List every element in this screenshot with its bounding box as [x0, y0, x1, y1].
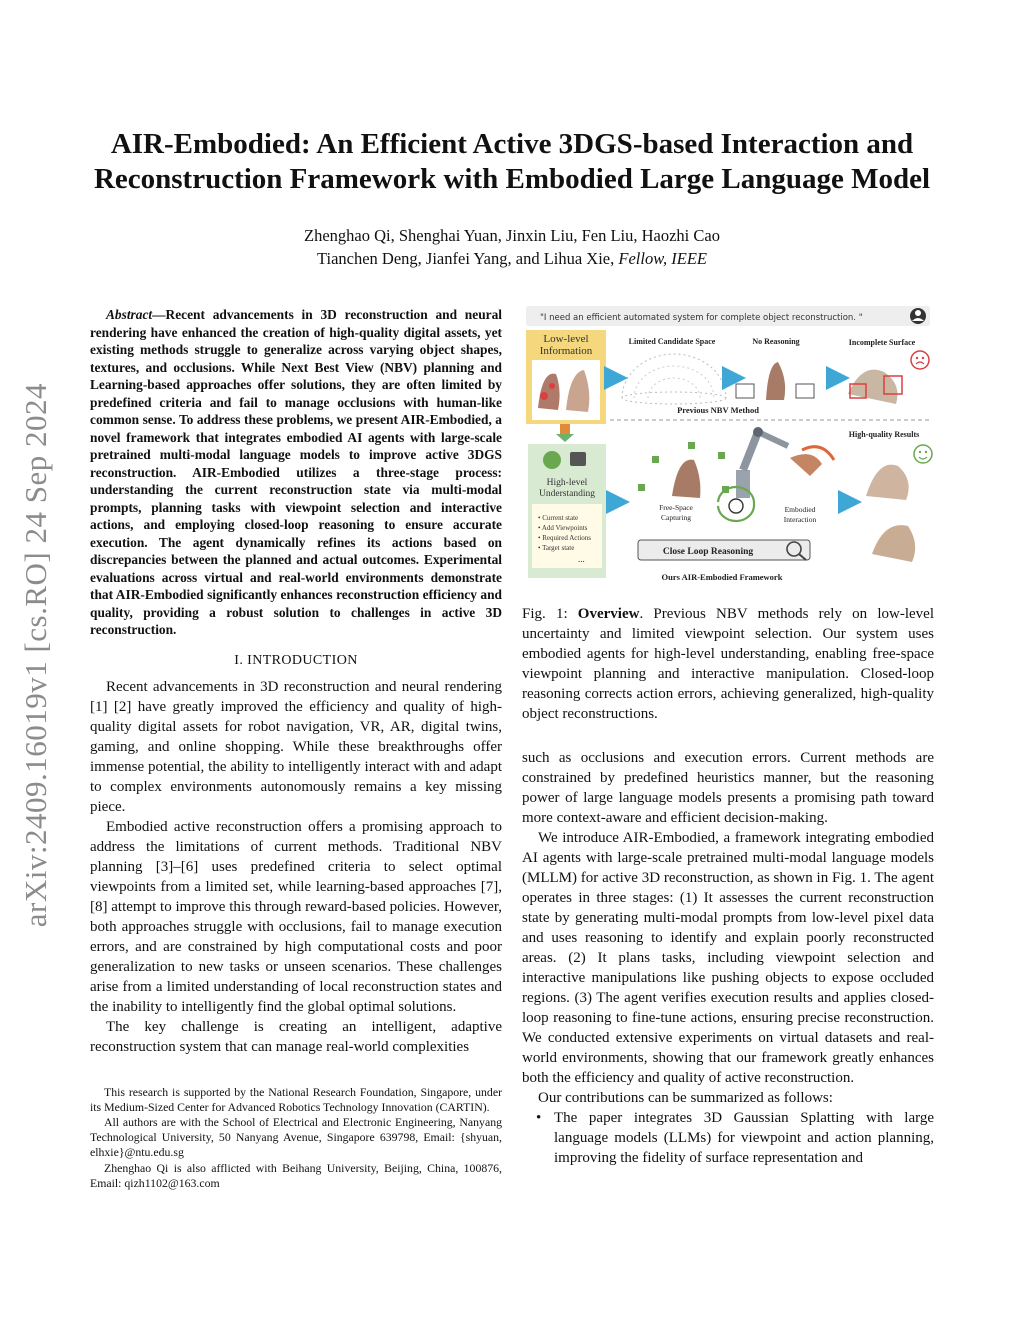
intro-paragraph-2: Embodied active reconstruction offers a promising approach to address the limitations of current methods. Traditional NBV planning [3]–[6] uses predefined criteria to select optimal viewpoints from a limited set, while learning-based approaches [7], [8] attempt to improve this through reward-based policies. However, both approaches struggle with occlusions, fail to manage execution errors, and are constrained by high computational costs and poor generalization to new tasks or unseen scenarios. These challenges arise from a limited understanding of local reconstruction states and the inability to intelligently find the global optimal solutions.: [90, 818, 502, 1015]
contribution-bullet-1: [522, 1108, 934, 1168]
llm-loop-icon: [729, 499, 743, 513]
authors-line-2-names: Tianchen Deng, Jianfei Yang, and Lihua Xie,: [317, 249, 615, 268]
camera-frame-1: [736, 384, 754, 398]
footnote-funding: This research is supported by the National Research Foundation, Singapore, under its Medium-Sized Center for Advanced Robotics Technology Innovation (CARTIN).: [90, 1084, 502, 1114]
sad-face-icon: [911, 351, 929, 369]
authors-line-2: [60, 247, 964, 270]
right-paragraph-1: such as occlusions and execution errors. Current methods are constrained by predefined heuristics manner, but the reasoning power of large language models presents a promising path toward more context-aware and efficient decision-making.: [522, 750, 934, 826]
author-list: [60, 224, 964, 270]
caption-text: . Previous NBV methods rely on low-level uncertainty and limited viewpoint selection. Our system uses embodied agents for high-level understanding, enabling free-space viewpoint planning and interactive manipulation. Closed-loop reasoning corrects action errors, achieving generalized, high-quality object reconstructions.: [522, 606, 934, 722]
abstract-label: Abstract: [106, 307, 153, 322]
contribution-text-1: The paper integrates 3D Gaussian Splatting with large language models (LLMs) for viewpoint and action planning, improving the fidelity of surface representation and: [554, 1110, 934, 1166]
candidate-dome: [622, 354, 726, 398]
nbv-statue: [766, 362, 785, 400]
state-list-item-2: • Add Viewpoints: [538, 524, 588, 532]
title-line-2: Reconstruction Framework with Embodied Large Language Model: [93, 163, 931, 195]
authors-line-1: Zhenghao Qi, Shenghai Yuan, Jinxin Liu, Fen Liu, Haozhi Cao: [304, 226, 720, 245]
overview-diagram: [522, 300, 934, 592]
bullet-dot: •: [536, 1110, 542, 1126]
down-arrow: [560, 424, 570, 434]
right-column: [522, 300, 934, 1168]
high-level-label-2: Understanding: [539, 489, 595, 499]
low-level-label-2: Information: [539, 345, 593, 357]
incomplete-statue: [848, 370, 898, 404]
state-list-item-1: • Current state: [538, 514, 579, 522]
state-list-more: ...: [578, 554, 585, 564]
pushed-object: [790, 454, 822, 476]
figure-caption: [522, 604, 934, 724]
intro-paragraph-1: Recent advancements in 3D reconstruction and neural rendering [1] [2] have greatly improved the efficiency and quality of high-quality digital assets for robot navigation, VR, AR, digital twins, gaming, and online shopping. While these breakthroughs offer immense potential, the ability to intelligently interact with and adapt to complex environments autonomously remains a key missing piece.: [90, 678, 502, 815]
high-quality-label: High-quality Results: [848, 430, 920, 439]
arxiv-identifier: arXiv:2409.16019v1 [cs.RO] 24 Sep 2024: [18, 382, 53, 928]
llm-icon: [543, 451, 561, 469]
result-statue-1: [866, 465, 909, 500]
overview-figure: [522, 300, 934, 592]
limited-candidate-label: Limited Candidate Space: [628, 337, 716, 346]
arxiv-side-label: [14, 350, 58, 960]
previous-nbv-label: Previous NBV Method: [677, 405, 759, 415]
left-column: [90, 306, 502, 1191]
intro-paragraph-3: The key challenge is creating an intelligent, adaptive reconstruction system that can manage real-world complexities: [90, 1018, 502, 1055]
right-paragraph-2: We introduce AIR-Embodied, a framework integrating embodied AI agents with large-scale pretrained multi-modal language models (MLLM) for active 3D reconstruction, as shown in Fig. 1. The agent operates in three stages: (1) It assesses the current reconstruction state by generating multi-modal prompts from low-level pixel data and uses reasoning to identify and explain poorly reconstructed areas. (2) It plans tasks, including viewpoint selection and interactive manipulations like pushing objects to expose occluded regions. (3) The agent verifies execution results and applies closed-loop reasoning to fine-tune actions, ensuring precise reconstruction. We conducted extensive experiments on virtual datasets and real-world environments, showing that our framework greatly enhances both the efficiency and quality of active reconstruction.: [522, 830, 934, 1086]
paper-title: [60, 127, 964, 197]
no-reasoning-label: No Reasoning: [752, 337, 800, 346]
embodied-label-2: Interaction: [783, 515, 817, 524]
free-space-label-2: Capturing: [661, 513, 691, 522]
caption-bold: Overview: [577, 606, 640, 622]
result-statue-2: [872, 525, 915, 562]
right-paragraph-3: Our contributions can be summarized as follows:: [538, 1090, 833, 1106]
state-list-item-4: • Target state: [538, 544, 575, 552]
close-loop-label: Close Loop Reasoning: [662, 547, 754, 557]
state-list-item-3: • Required Actions: [538, 534, 592, 542]
ours-framework-label: Ours AIR-Embodied Framework: [661, 572, 783, 582]
authors-fellow: Fellow, IEEE: [618, 249, 707, 268]
robot-icon: [570, 452, 586, 466]
ours-statue: [672, 460, 700, 498]
embodied-label-1: Embodied: [784, 505, 816, 514]
abstract-text: —Recent advancements in 3D reconstruction and neural rendering have enhanced the creation of high-quality digital assets, yet existing methods struggle to generalize across varying object shapes, textures, and occlusions. While Next Best View (NBV) planning and Learning-based approaches offer solutions, they are often limited by predefined criteria and fail to manage occlusions with human-like common sense. To address these problems, we present AIR-Embodied, a novel framework that integrates embodied AI agents with large-scale pretrained multi-modal language models to improve active 3DGS reconstruction. AIR-Embodied utilizes a three-stage process: understanding the current reconstruction state via multi-modal prompts, planning tasks with viewpoint selection and interactive actions, and employing closed-loop reasoning to ensure accurate execution. The agent dynamically refines its actions based on discrepancies between the planned and actual outcomes. Experimental evaluations across virtual and real-world environments demonstrate that AIR-Embodied significantly enhances reconstruction efficiency and quality, providing a robust solution to challenges in active 3D reconstruction.: [90, 307, 502, 637]
happy-face-icon: [914, 445, 932, 463]
footnotes: [90, 1085, 502, 1191]
caption-prefix: Fig. 1:: [522, 606, 578, 622]
incomplete-surface-label: Incomplete Surface: [848, 338, 916, 347]
footnote-affiliation: All authors are with the School of Electrical and Electronic Engineering, Nanyang Technological University, 50 Nanyang Avenue, Singapore 639798, Email: {shyuan, elhxie}@ntu.edu.sg: [90, 1114, 502, 1160]
abstract: [90, 306, 502, 639]
section-heading-introduction: I. INTRODUCTION: [234, 652, 358, 668]
free-space-label-1: Free-Space: [659, 503, 693, 512]
footnote-beihang: Zhenghao Qi is also afflicted with Beihang University, Beijing, China, 100876, Email: qizh1102@163.com: [90, 1160, 502, 1190]
low-level-label-1: Low-level: [543, 333, 589, 345]
camera-frame-2: [796, 384, 814, 398]
high-level-label-1: High-level: [546, 478, 588, 488]
title-line-1: AIR-Embodied: An Efficient Active 3DGS-based Interaction and: [110, 128, 914, 160]
prompt-text: "I need an efficient automated system for complete object reconstruction. ": [540, 313, 863, 323]
